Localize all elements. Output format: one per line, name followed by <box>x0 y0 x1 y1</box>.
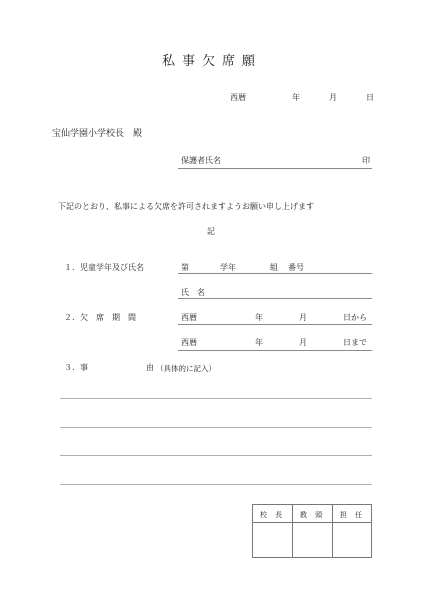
date-year: 年 <box>292 93 300 102</box>
date-month: 月 <box>329 93 337 102</box>
stamp-header-teacher: 担 任 <box>339 511 366 519</box>
grade-bango: 番号 <box>288 263 304 272</box>
stamp-header-vice-principal: 教 頭 <box>299 511 326 519</box>
page-title: 私事欠席願 <box>161 54 262 69</box>
from-month: 月 <box>299 313 307 322</box>
request-text: 下記のとおり、私事による欠席を許可されますようお願い申し上げます <box>58 202 314 211</box>
seal-mark: 印 <box>362 156 370 165</box>
student-name-line[interactable] <box>178 298 372 299</box>
section2-number: ２. <box>64 313 75 322</box>
section3-note: （具体的に記入） <box>156 364 216 373</box>
guardian-label: 保護者氏名 <box>181 156 221 165</box>
grade-dai: 第 <box>181 263 189 272</box>
section2-label: 欠 席 期 間 <box>80 313 136 322</box>
section1-number: １. <box>64 263 75 272</box>
to-era: 西暦 <box>181 338 197 347</box>
reason-line-3[interactable] <box>60 455 372 456</box>
stamp-header-principal: 校 長 <box>259 511 286 519</box>
to-date-line[interactable] <box>178 350 372 351</box>
date-day: 日 <box>366 93 374 102</box>
guardian-name-line[interactable] <box>178 168 372 169</box>
section3-label-left: 事 <box>80 363 88 372</box>
section3-number: ３. <box>64 363 75 372</box>
addressee: 宝仙学園小学校長 殿 <box>52 129 143 139</box>
section3-label-right: 由 <box>146 363 154 372</box>
grade-line[interactable] <box>178 273 372 274</box>
approval-stamp-box <box>252 504 372 558</box>
to-month: 月 <box>299 338 307 347</box>
ki-label: 記 <box>207 227 215 236</box>
to-year: 年 <box>255 338 263 347</box>
student-name-label: 氏 名 <box>181 288 205 297</box>
stamp-cell-vice-principal[interactable] <box>294 524 331 556</box>
from-era: 西暦 <box>181 313 197 322</box>
stamp-cell-principal[interactable] <box>254 524 291 556</box>
from-year: 年 <box>255 313 263 322</box>
grade-gakunen: 学年 <box>220 263 236 272</box>
section1-label: 児童学年及び氏名 <box>80 263 144 272</box>
stamp-cell-teacher[interactable] <box>334 524 371 556</box>
reason-line-1[interactable] <box>60 398 372 399</box>
date-era: 西暦 <box>230 93 246 102</box>
from-day: 日から <box>343 313 367 322</box>
to-day: 日まで <box>343 338 367 347</box>
grade-kumi: 組 <box>270 263 278 272</box>
reason-line-2[interactable] <box>60 427 372 428</box>
from-date-line[interactable] <box>178 324 372 325</box>
reason-line-4[interactable] <box>60 484 372 485</box>
